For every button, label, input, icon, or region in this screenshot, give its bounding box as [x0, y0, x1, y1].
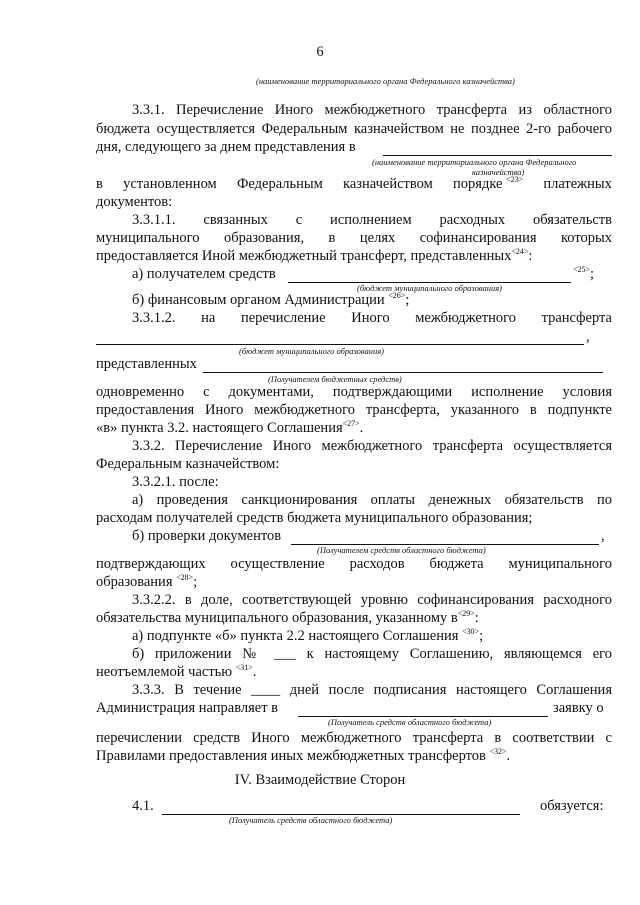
p333-line4: Правилами предоставления иных межбюджетных трансфертов $^{<32>}$. — [96, 747, 511, 764]
p332-b-note: (Получателем средств областного бюджета) — [317, 545, 486, 555]
p333-note: (Получатель средств областного бюджета) — [328, 717, 492, 727]
p3322-line2: обязательства муниципального образования, указанному $в^{<29>}$: — [96, 609, 479, 626]
p331-line5: документов: — [96, 194, 173, 210]
p332-line4: а) проведения санкционирования оплаты денежных обязательств по — [132, 492, 612, 508]
p331-line1: 3.3.1. Перечисление Иного межбюджетного трансферта из областного — [132, 102, 612, 118]
p331-note1: (наименование территориального органа Федерального — [372, 157, 577, 167]
p3322-b-line2: неотъемлемой частью $^{<31>}$. — [96, 663, 257, 680]
p3311-a-end: $^{<25>}$; — [573, 265, 595, 282]
p331-l4b: установленном — [123, 176, 217, 192]
p331-blank — [383, 155, 612, 156]
p333-line3: перечислении средств Иного межбюджетного трансферта в соответствии с — [96, 730, 612, 746]
p3322-b-line1: б) приложении № ___ к настоящему Соглашению, являющемся его — [132, 646, 612, 662]
p41-num: 4.1. — [132, 798, 154, 814]
p332-line2: Федеральным казначейством: — [96, 456, 280, 472]
p333-line1: 3.3.3. В течение ____ дней после подписания настоящего Соглашения — [132, 682, 612, 698]
p332-line3: 3.3.2.1. после: — [132, 474, 219, 490]
footnote-26: <26> — [388, 291, 406, 300]
footnote-32: <32> — [489, 747, 507, 756]
p3312-line3: одновременно с документами, подтверждающими исполнение условия — [96, 384, 612, 400]
footnote-24: <24> — [511, 247, 529, 256]
p331-l4c: Федеральным — [236, 176, 323, 192]
p332-b-text: б) проверки документов — [132, 528, 282, 544]
p3322-a: а) подпункте «б» пункта 2.2 настоящего Соглашения $^{<30>}$; — [132, 627, 484, 644]
p3322-line1: 3.3.2.2. в доле, соответствующей уровню софинансирования расходного — [132, 592, 612, 608]
p331-note2: казначейства) — [472, 167, 525, 177]
footnote-25: <25> — [573, 265, 591, 274]
section-title: IV. Взаимодействие Сторон — [234, 772, 406, 788]
p3311-a-note: (бюджет муниципального образования) — [357, 283, 503, 293]
p332-line6: подтверждающих осуществление расходов бюджета муниципального — [96, 556, 612, 572]
header-note: (наименование территориального органа Федерального казначейства) — [256, 76, 515, 86]
footnote-29: <29> — [457, 609, 475, 618]
footnote-31: <31> — [235, 663, 253, 672]
p331-line3: дня, следующего за днем представления в — [96, 139, 356, 155]
p332-b-end: , — [601, 528, 605, 544]
p41-end: обязуется: — [540, 798, 604, 814]
p331-l4f: платежных — [543, 176, 612, 192]
p3312-blank1 — [96, 344, 584, 345]
p333-line2b: заявку о — [553, 700, 604, 716]
p3311-line3: предоставляется Иной межбюджетный трансферт, представленных$^{<24>}$: — [96, 247, 533, 264]
p331-l4a: в — [96, 176, 103, 192]
p332-line1: 3.3.2. Перечисление Иного межбюджетного трансферта осуществляется — [132, 438, 612, 454]
p3311-a-text: а) получателем средств — [132, 266, 276, 282]
p332-line7: образования $^{<28>}$; — [96, 573, 198, 590]
footnote-28: <28> — [176, 573, 194, 582]
footnote-27: <27> — [342, 419, 360, 428]
p3312-line4: предоставления Иного межбюджетного трансферта, указанного в подпункте — [96, 402, 612, 418]
footnote-30: <30> — [462, 627, 480, 636]
p331-l4e: порядке $^{<23>}$ — [453, 175, 524, 192]
p3312-line5: «в» пункта 3.2. настоящего Соглашения$^{<27>}$. — [96, 419, 364, 436]
p3311-line2: муниципального образования, в целях софинансирования которых — [96, 230, 612, 246]
footnote-23: <23> — [506, 175, 524, 184]
p3311-line1: 3.3.1.1. связанных с исполнением расходных обязательств — [132, 212, 612, 228]
p3312-note2: (Получателем бюджетных средств) — [268, 374, 402, 384]
p41-note: (Получатель средств областного бюджета) — [229, 815, 393, 825]
p331-line4 — [96, 176, 612, 193]
page-number: 6 — [316, 44, 324, 60]
p331-l4d: казначейством — [343, 176, 433, 192]
p3312-blank2 — [203, 372, 603, 373]
p3312-line1: 3.3.1.2. на перечисление Иного межбюджетного трансферта — [132, 310, 612, 326]
p333-line2a: Администрация направляет в — [96, 700, 279, 716]
p3312-line2: представленных — [96, 356, 197, 372]
p3312-comma: , — [586, 329, 590, 345]
p332-line5: расходам получателей средств бюджета муниципального образования; — [96, 510, 533, 526]
p3311-b: б) финансовым органом Администрации $^{<26>}$; — [132, 291, 410, 308]
p3312-note1: (бюджет муниципального образования) — [239, 346, 385, 356]
p331-line2: бюджета осуществляется Федеральным казначейством не позднее 2-го рабочего — [96, 121, 612, 137]
